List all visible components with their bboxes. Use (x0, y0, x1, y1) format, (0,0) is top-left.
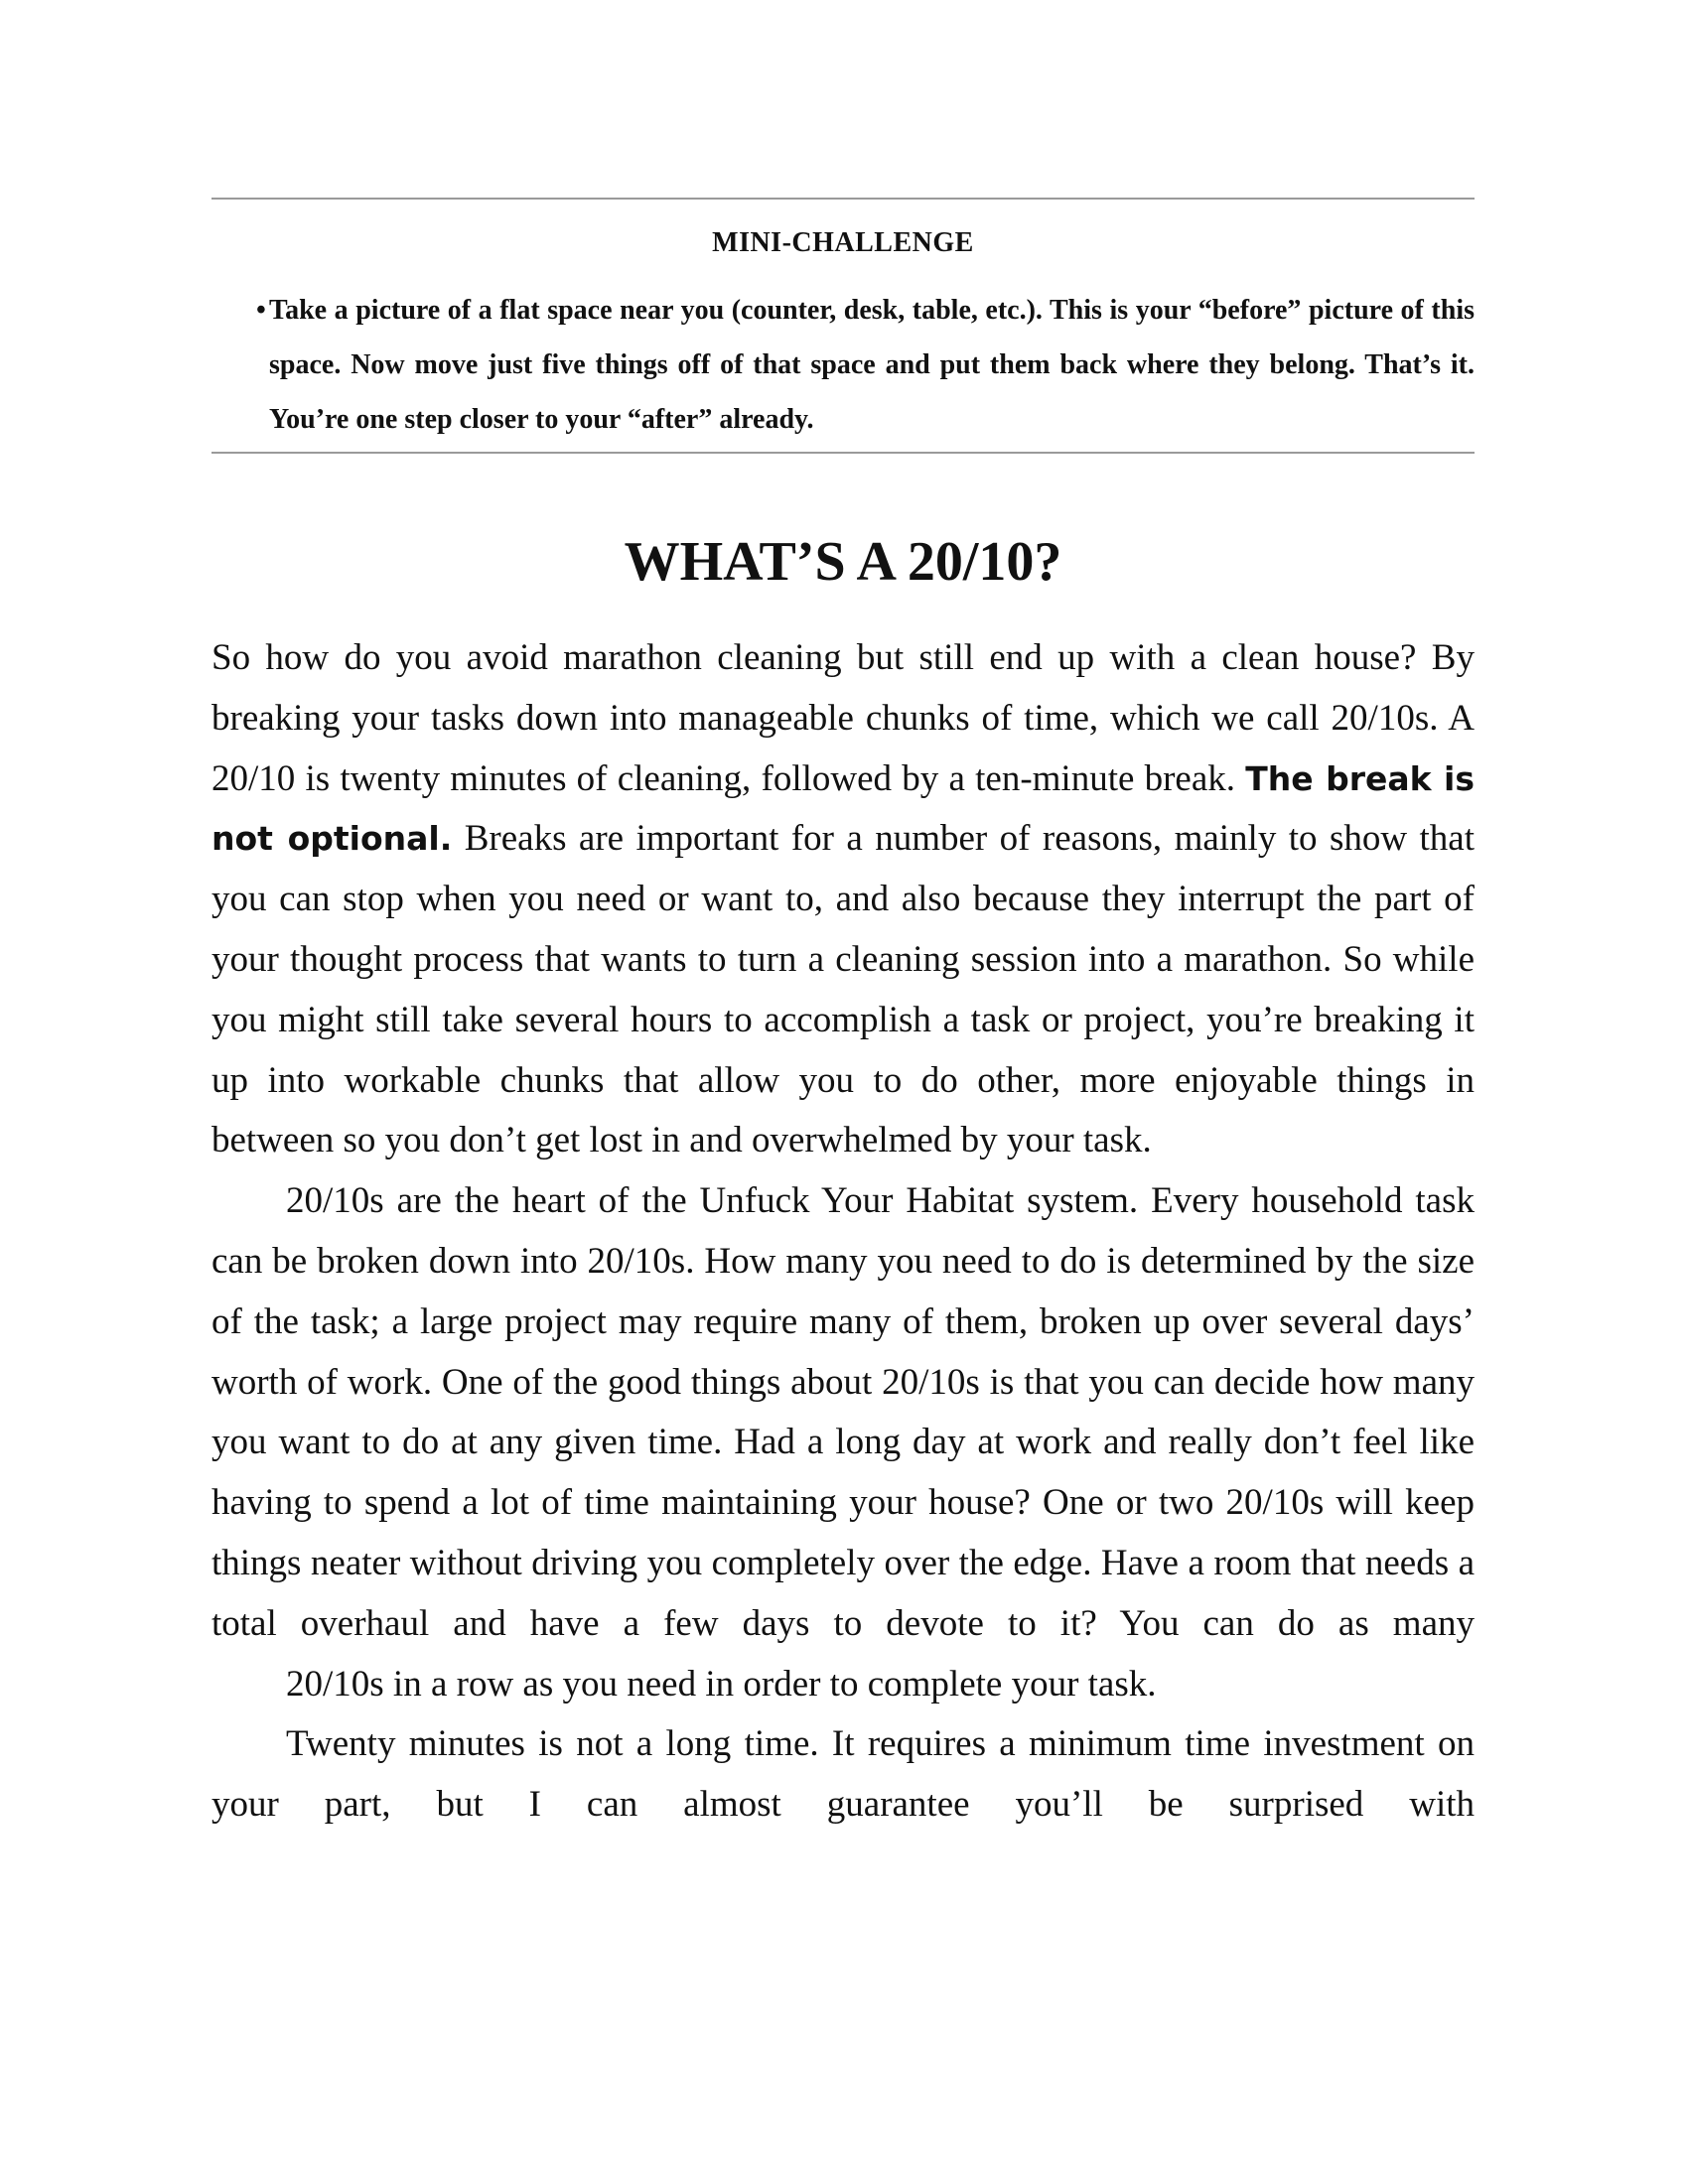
paragraph-3: Twenty minutes is not a long time. It requires a minimum time investment on your part, but I can almost guarantee you’ll be surprised with (211, 1723, 1475, 1826)
paragraph-2-last-line: 20/10s in a row as you need in order to complete your task. (286, 1663, 1157, 1705)
paragraph-1-bold: The break is not optional. (211, 758, 1475, 859)
body-text (211, 628, 1475, 1836)
mini-challenge-bullet-text: Take a picture of a flat space near you (counter, desk, table, etc.). This is your “before” picture of this space. Now move just five things off of that space and put them back where they belong. That’s it. You’re one step closer to your “after” already. (269, 295, 1475, 435)
paragraph-1 (211, 628, 1475, 1171)
paragraph-1-text-a: So how do you avoid marathon cleaning but still end up with a clean house? By breaking your tasks down into manageable chunks of time, which we call 20/10s. A 20/10 is twenty minutes of cleaning, followed by a ten-minute break. (211, 637, 1475, 799)
mini-challenge-title: MINI-CHALLENGE (712, 227, 974, 258)
paragraph-2-text: 20/10s are the heart of the Unfuck Your Habitat system. Every household task can be broken down into 20/10s. How many you need to do is determined by the size of the task; a large project may require many of them, broken up over several days’ worth of work. One of the good things about 20/10s is that you can decide how many you want to do at any given time. Had a long day at work and really don’t feel like having to spend a lot of time maintaining your house? One or two 20/10s will keep things neater without driving you completely over the edge. Have a room that needs a total overhaul and have a few days to devote to it? You can do as many (211, 1180, 1475, 1644)
mini-challenge-box (211, 198, 1475, 454)
paragraph-1-last-line: between so you don’t get lost in and overwhelmed by your task. (211, 1120, 1152, 1161)
mini-challenge-bullet (256, 283, 1475, 447)
bullet-icon: • (256, 295, 266, 326)
paragraph-2 (211, 1171, 1475, 1714)
section-heading: WHAT’S A 20/10? (624, 531, 1062, 593)
paragraph-1-text-b: Breaks are important for a number of reasons, mainly to show that you can stop when you need or want to, and also because they interrupt the part of your thought process that wants to turn a cleaning session into a marathon. So while you might still take several hours to accomplish a task or project, you’re breaking it up into workable chunks that allow you to do other, more enjoyable things in (211, 818, 1476, 1101)
